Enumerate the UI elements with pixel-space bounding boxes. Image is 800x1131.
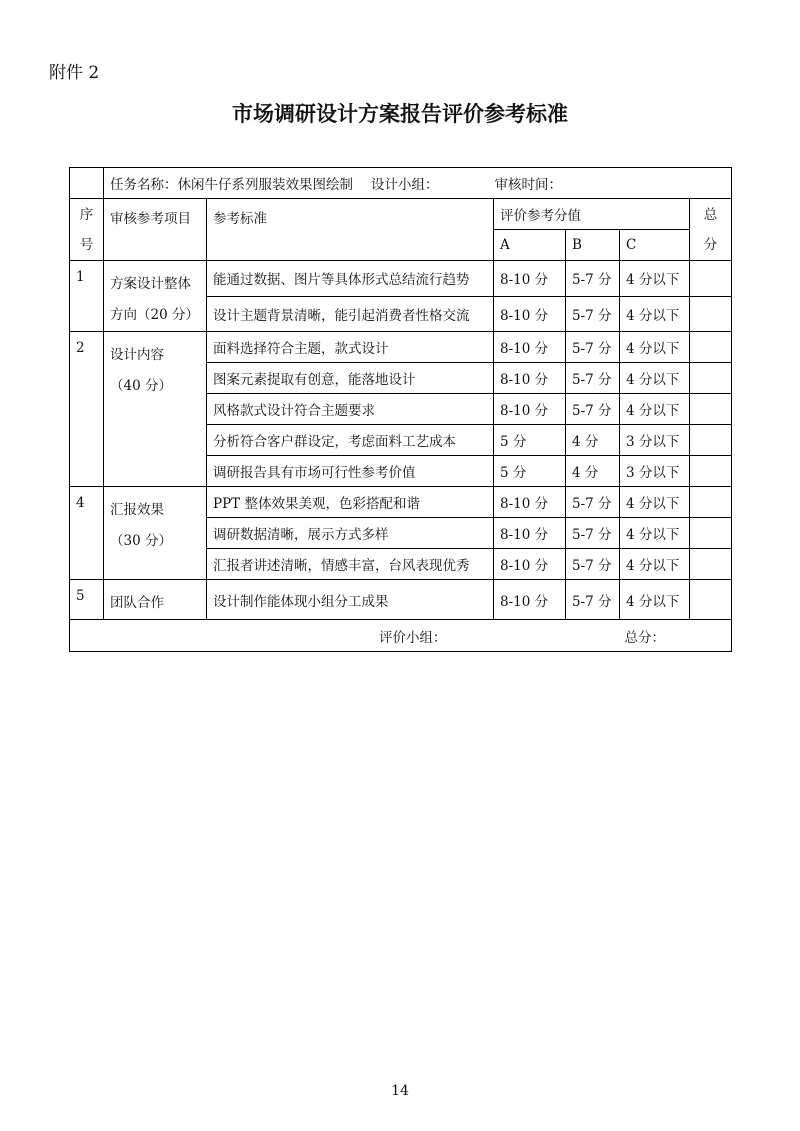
standard-cell: 调研数据清晰，展示方式多样 [207,518,494,549]
grade-c-cell: 4 分以下 [620,332,690,363]
design-group-label: 设计小组： [371,177,439,193]
grade-c-cell: 4 分以下 [620,518,690,549]
grade-b-cell: 5-7 分 [566,363,620,394]
grade-b-cell: 5-7 分 [566,487,620,518]
total-score-cell [690,363,732,394]
grade-a-cell: 8-10 分 [494,580,566,620]
evaluation-table [69,167,732,652]
standard-cell: 设计主题背景清晰，能引起消费者性格交流 [207,296,494,332]
header-grade-b: B [566,230,620,261]
total-score-cell [690,549,732,580]
task-info-row [70,168,732,199]
header-total-1: 总 [703,206,718,223]
total-score-cell [690,456,732,487]
header-grade-c: C [620,230,690,261]
header-grade-a: A [494,230,566,261]
standard-cell: 设计制作能体现小组分工成果 [207,580,494,620]
grade-b-cell: 5-7 分 [566,580,620,620]
section-item-line-1: 团队合作 [110,595,164,611]
section-item [104,261,207,332]
total-score-label: 总分： [624,629,665,646]
grade-b-cell: 5-7 分 [566,394,620,425]
header-total [690,199,732,261]
total-score-cell [690,261,732,297]
standard-cell: 图案元素提取有创意，能落地设计 [207,363,494,394]
review-time-label: 审核时间： [494,177,562,193]
standard-cell: 能通过数据、图片等具体形式总结流行趋势 [207,261,494,297]
grade-c-cell: 3 分以下 [620,425,690,456]
task-blank-cell [70,168,104,199]
header-row-1 [70,199,732,230]
section-item-line-2: 方向（20 分） [110,307,199,323]
grade-a-cell: 8-10 分 [494,518,566,549]
grade-c-cell: 3 分以下 [620,456,690,487]
total-score-cell [690,580,732,620]
evaluation-group-label: 评价小组： [379,629,447,646]
section-item-line-1: 设计内容 [110,347,164,363]
standard-cell: 调研报告具有市场可行性参考价值 [207,456,494,487]
grade-b-cell: 4 分 [566,425,620,456]
table-row [70,580,732,620]
standard-cell: 面料选择符合主题，款式设计 [207,332,494,363]
page-number: 14 [391,1083,409,1099]
total-score-cell [690,518,732,549]
table-row [70,487,732,518]
task-info-cell [104,168,732,199]
total-score-cell [690,487,732,518]
total-score-cell [690,425,732,456]
section-item-line-2: （40 分） [110,378,172,394]
header-standard: 参考标准 [207,199,494,261]
grade-a-cell: 8-10 分 [494,296,566,332]
grade-a-cell: 8-10 分 [494,332,566,363]
standard-cell: 风格款式设计符合主题要求 [207,394,494,425]
section-item [104,332,207,487]
header-seq-1: 序 [79,206,94,223]
section-number: 2 [70,332,104,487]
header-total-2: 分 [703,236,718,253]
total-score-cell [690,394,732,425]
grade-a-cell: 8-10 分 [494,549,566,580]
grade-c-cell: 4 分以下 [620,296,690,332]
grade-c-cell: 4 分以下 [620,394,690,425]
section-number: 4 [70,487,104,580]
grade-a-cell: 5 分 [494,425,566,456]
header-seq [70,199,104,261]
grade-a-cell: 8-10 分 [494,487,566,518]
section-number: 5 [70,580,104,620]
grade-b-cell: 5-7 分 [566,549,620,580]
header-score: 评价参考分值 [494,199,690,230]
grade-a-cell: 8-10 分 [494,363,566,394]
table-row [70,332,732,363]
task-name: 任务名称：休闲牛仔系列服装效果图绘制 [110,177,353,193]
standard-cell: PPT 整体效果美观，色彩搭配和谐 [207,487,494,518]
grade-c-cell: 4 分以下 [620,580,690,620]
grade-c-cell: 4 分以下 [620,549,690,580]
grade-a-cell: 5 分 [494,456,566,487]
section-item-line-2: （30 分） [110,533,172,549]
document-title: 市场调研设计方案报告评价参考标准 [232,102,568,126]
section-number: 1 [70,261,104,332]
grade-c-cell: 4 分以下 [620,363,690,394]
section-item [104,487,207,580]
footer-cell [70,620,732,652]
attachment-label: 附件 2 [49,63,100,83]
grade-b-cell: 5-7 分 [566,296,620,332]
standard-cell: 分析符合客户群设定，考虑面料工艺成本 [207,425,494,456]
section-item [104,580,207,620]
grade-a-cell: 8-10 分 [494,261,566,297]
grade-a-cell: 8-10 分 [494,394,566,425]
standard-cell: 汇报者讲述清晰，情感丰富，台风表现优秀 [207,549,494,580]
grade-c-cell: 4 分以下 [620,261,690,297]
total-score-cell [690,296,732,332]
section-item-line-1: 方案设计整体 [110,276,191,292]
grade-b-cell: 5-7 分 [566,261,620,297]
grade-c-cell: 4 分以下 [620,487,690,518]
grade-b-cell: 5-7 分 [566,518,620,549]
table-row [70,261,732,297]
grade-b-cell: 4 分 [566,456,620,487]
header-item: 审核参考项目 [104,199,207,261]
total-score-cell [690,332,732,363]
header-seq-2: 号 [79,236,94,253]
grade-b-cell: 5-7 分 [566,332,620,363]
section-item-line-1: 汇报效果 [110,502,164,518]
footer-row [70,620,732,652]
